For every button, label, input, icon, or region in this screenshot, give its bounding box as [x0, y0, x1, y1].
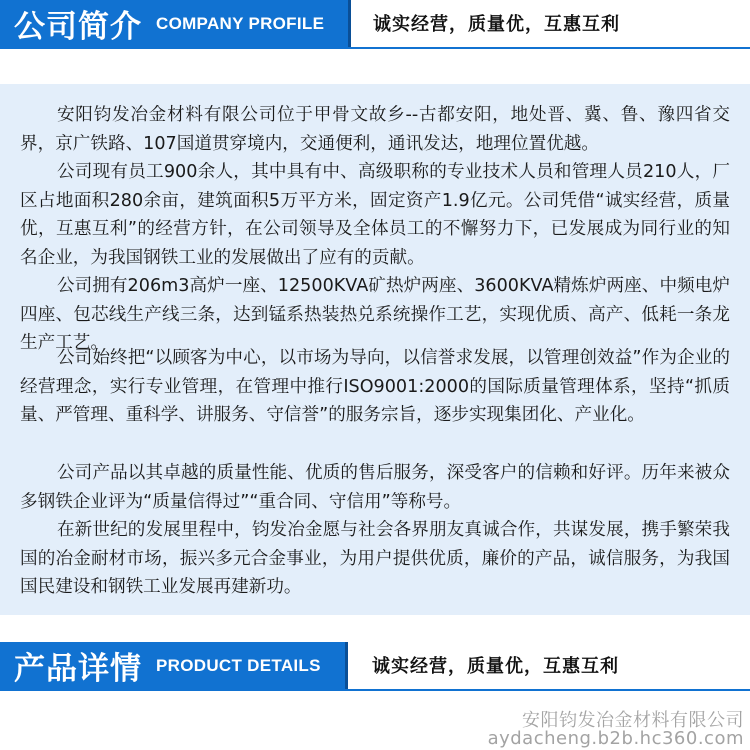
watermark-url: aydacheng.b2b.hc360.com — [487, 728, 744, 749]
company-profile-header — [0, 0, 750, 50]
profile-paragraph-location: 安阳钧发冶金材料有限公司位于甲骨文故乡--古都安阳，地处晋、冀、鲁、豫四省交界，京广铁路、107国道贯穿境内，交通便利，通讯发达，地理位置优越。 — [20, 105, 730, 154]
profile-paragraph-reputation: 公司产品以其卓越的质量性能、优质的售后服务，深受客户的信赖和好评。历年来被众多钢铁企业评为“质量信得过”“重合同、守信用”等称号。 — [20, 463, 730, 512]
profile-paragraph-equipment: 公司拥有206m3高炉一座、12500KVA矿热炉两座、3600KVA精炼炉两座、中频电炉四座、包芯线生产线三条，达到锰系热装热兑系统操作工艺，实现优质、高产、低耗一条龙生产工艺。 — [20, 276, 730, 353]
watermark-company-name: 安阳钧发冶金材料有限公司 — [522, 710, 744, 731]
profile-paragraph-vision: 在新世纪的发展里程中，钧发冶金愿与社会各界朋友真诚合作，共谋发展，携手繁荣我国的冶金耐材市场，振兴多元合金事业，为用户提供优质，廉价的产品，诚信服务，为我国国民建设和钢铁工业发展再建新功。 — [20, 520, 730, 597]
company-profile-title-en: COMPANY PROFILE — [156, 13, 325, 33]
product-details-title-bar — [0, 642, 347, 689]
header-underline — [0, 47, 750, 49]
product-details-title-en: PRODUCT DETAILS — [156, 655, 321, 675]
profile-paragraph-staff: 公司现有员工900余人，其中具有中、高级职称的专业技术人员和管理人员210人，厂区占地面积280余亩，建筑面积5万平方米，固定资产1.9亿元。公司凭借“诚实经营，质量优，互惠互利”的经营方针，在公司领导及全体员工的不懈努力下，已发展成为同行业的知名企业，为我国钢铁工业的发展做出了应有的贡献。 — [20, 162, 730, 268]
profile-paragraph-philosophy: 公司始终把“以顾客为中心，以市场为导向，以信誉求发展，以管理创效益”作为企业的经营理念，实行专业管理，在管理中推行ISO9001:2000的国际质量管理体系，坚持“抓质量、严管理、重科学、讲服务、守信誉”的服务宗旨，逐步实现集团化、产业化。 — [20, 348, 730, 425]
company-profile-title-bar — [0, 0, 350, 47]
company-profile-title-cn: 公司简介 — [14, 9, 142, 45]
product-details-title-cn: 产品详情 — [14, 651, 142, 687]
product-slogan: 诚实经营，质量优，互惠互利 — [372, 656, 619, 677]
product-details-header — [0, 642, 750, 692]
header-underline — [0, 689, 750, 691]
company-slogan: 诚实经营，质量优，互惠互利 — [373, 14, 620, 35]
